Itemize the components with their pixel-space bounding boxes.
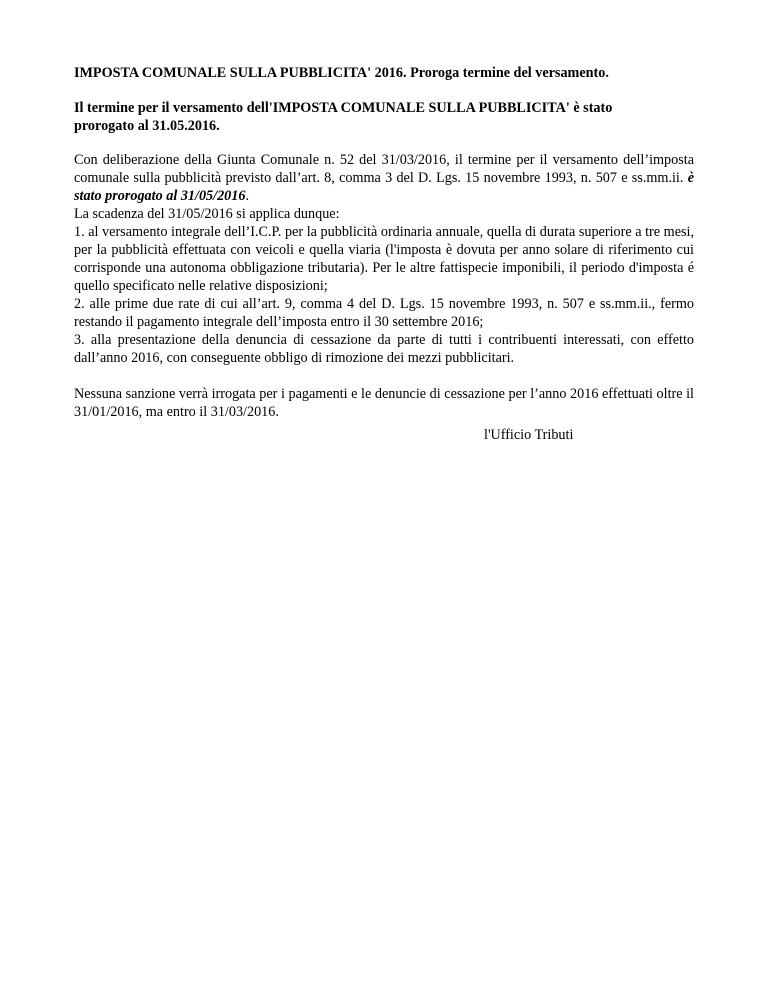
intro-paragraph [74, 151, 694, 205]
intro-end: . [245, 188, 249, 204]
list-item-2: 2. alle prime due rate di cui all’art. 9, comma 4 del D. Lgs. 15 novembre 1993, n. 507 e ss.mm.ii., fermo restando il pagamento integrale dell’imposta entro il 30 settembre 2016; [74, 296, 694, 330]
signature: l'Ufficio Tributi [484, 427, 574, 443]
document-subtitle: Il termine per il versamento dell'IMPOSTA COMUNALE SULLA PUBBLICITA' è stato prorogato al 31.05.2016. [74, 100, 613, 134]
list-item-1: 1. al versamento integrale dell’I.C.P. per la pubblicità ordinaria annuale, quella di durata superiore a tre mesi, per la pubblicità effettuata con veicoli e quella viaria (l'imposta è dovuta per anno solare di riferimento cui corrisponde una autonoma obbligazione tributaria). Per le altre fattispecie imponibili, il periodo d'imposta é quello specificato nelle relative disposizioni; [74, 224, 694, 294]
document-body [74, 64, 694, 421]
intro-emphasis: è stato prorogato al 31/05/2016 [74, 170, 694, 204]
scadenza-line: La scadenza del 31/05/2016 si applica dunque: [74, 206, 340, 222]
closing-paragraph: Nessuna sanzione verrà irrogata per i pagamenti e le denuncie di cessazione per l’anno 2016 effettuati oltre il 31/01/2016, ma entro il 31/03/2016. [74, 386, 694, 420]
list-item-3: 3. alla presentazione della denuncia di cessazione da parte di tutti i contribuenti interessati, con effetto dall’anno 2016, con conseguente obbligo di rimozione dei mezzi pubblicitari. [74, 332, 694, 366]
intro-text: Con deliberazione della Giunta Comunale n. 52 del 31/03/2016, il termine per il versamento dell’imposta comunale sulla pubblicità previsto dall’art. 8, comma 3 del D. Lgs. 15 novembre 1993, n. 507 e ss.mm.ii. [74, 152, 694, 186]
paragraph-spacer [74, 367, 694, 385]
document-title: IMPOSTA COMUNALE SULLA PUBBLICITA' 2016. Proroga termine del versamento. [74, 65, 609, 81]
